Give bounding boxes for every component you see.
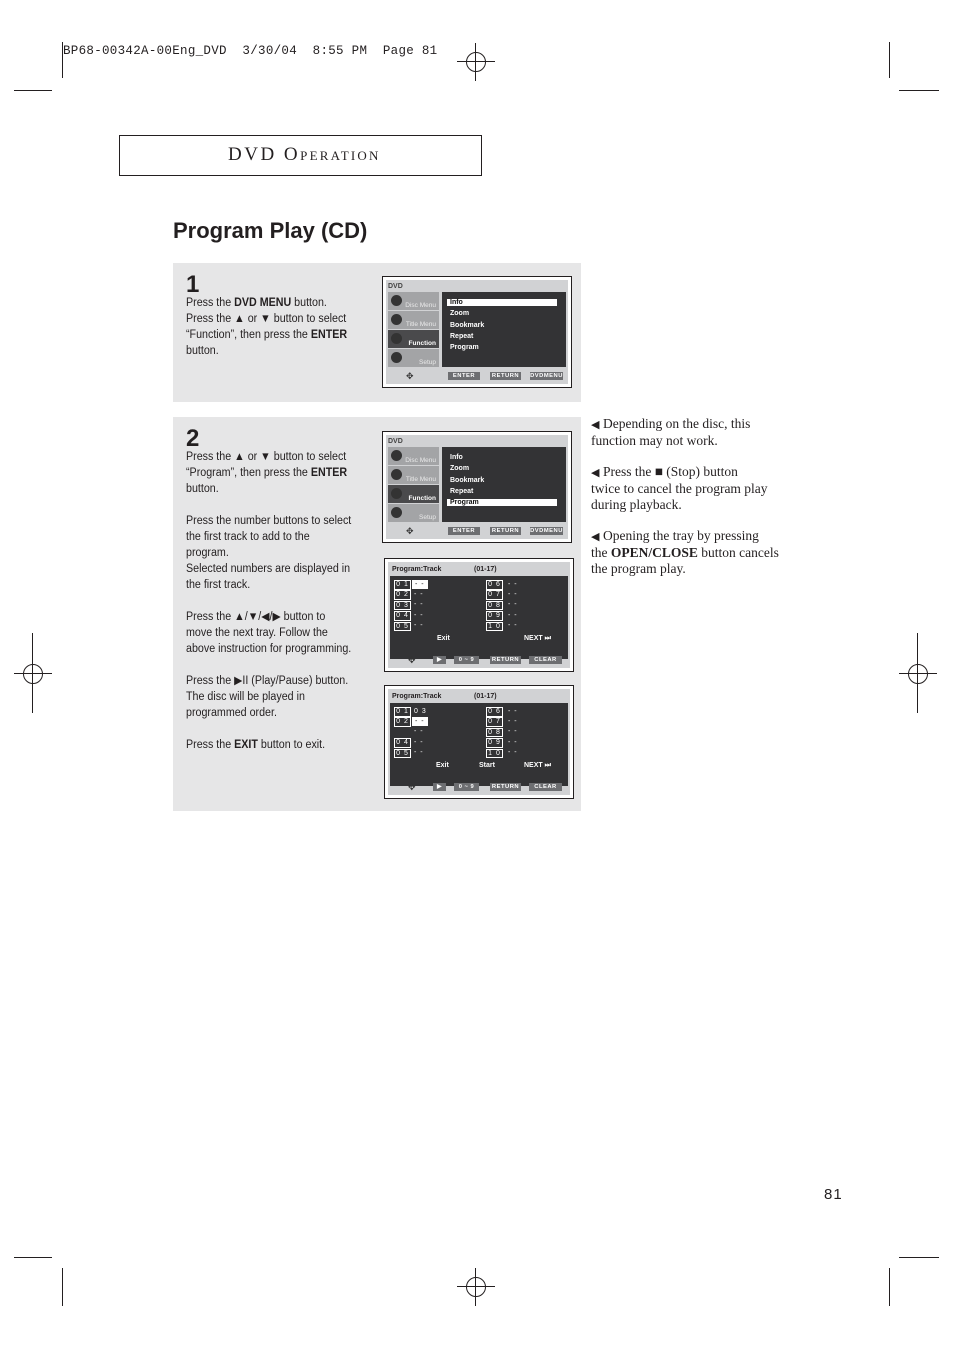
step-line [186,593,351,609]
step-text-part: button. [291,297,327,309]
step-line [186,545,351,561]
step-text-part: programmed order. [186,707,277,719]
program-range: (01-17) [474,566,497,573]
program-range: (01-17) [474,693,497,700]
track-slot-value: - - [508,601,518,609]
osd-dvd-label: DVD [388,283,403,290]
registration-mark-icon [14,655,52,693]
step-text-part: button. [186,345,219,357]
osd-side-label: Function [408,339,436,347]
program-header: Program:Track [392,693,442,700]
track-slot-number: 1 0 [486,622,503,632]
osd-function-item: Bookmark [450,476,485,484]
osd-function-list [442,447,566,522]
note-item [591,528,796,577]
track-slot-value: - - [508,749,518,757]
step-2-text [186,449,351,753]
step-line [186,673,351,689]
step-text-part: “Function”, then press the [186,329,311,341]
disc-icon [391,295,402,306]
osd-side-label: Setup [419,513,436,521]
osd-footer [390,655,568,666]
osd-side-menu [388,292,439,368]
play-key-icon: ▶ [433,656,446,664]
step-text-part: “Program”, then press the [186,467,311,479]
note-line [591,528,796,545]
program-track-area [390,576,568,659]
nav-pad-icon: ✥ [408,655,416,665]
triangle-bullet-icon: ◀ [591,466,603,479]
osd-side-item [388,504,439,522]
step-text-part: Press the ▶II (Play/Pause) button. [186,675,349,687]
step-line [186,513,351,529]
step-key-name: EXIT [234,739,258,751]
osd-function-item: Repeat [450,487,474,495]
step-line [186,689,351,705]
step-text-part: Selected numbers are displayed in [186,563,351,575]
step-line [186,529,351,545]
track-slot-value: - - [414,590,424,598]
osd-function-item: Info [447,299,557,306]
program-track-area [390,703,568,786]
osd-key-enter: ENTER [448,372,480,380]
exit-button: Exit [437,635,450,642]
track-slot-value: - - [508,590,518,598]
note-line [591,497,796,513]
step-line [186,609,351,625]
step-line [186,465,351,481]
step-line [186,343,347,359]
step-line [186,295,347,311]
note-text: Opening the tray by pressing [602,528,759,543]
osd-function-item: Info [450,454,463,461]
track-slot-value: - - [508,580,518,588]
osd-function-item: Zoom [450,310,470,318]
osd-key: 0 ~ 9 [454,783,479,791]
osd-side-label: Title Menu [405,475,436,483]
osd-program-screen [384,558,574,672]
track-slot-number: 0 2 [394,717,411,727]
osd-key-enter: ENTER [448,527,480,535]
track-slot-value: - - [414,738,424,746]
play-key-icon: ▶ [433,783,446,791]
step-line [186,577,351,593]
osd-function-menu [382,431,572,543]
note-line [591,545,796,561]
nav-pad-icon: ✥ [406,526,414,536]
track-slot-number: 0 7 [486,590,503,600]
osd-key-return: RETURN [491,528,520,534]
next-button: NEXT ⏭ [524,635,551,642]
note-text: twice to cancel the program play [591,481,768,496]
track-slot-number: 0 3 [394,601,411,611]
osd-side-item [388,311,439,329]
osd-function-item: Repeat [450,332,474,340]
step-key-name: ENTER [310,467,348,479]
track-slot-value: - - [414,749,424,757]
nav-pad-icon: ✥ [408,782,416,792]
note-item [591,464,796,513]
step-text-part: Press the ▲/▼/◀/▶ button to [186,611,326,623]
osd-footer [388,371,566,382]
track-slot-number: 1 0 [486,749,503,759]
triangle-bullet-icon: ◀ [591,418,603,431]
crop-mark [899,90,939,91]
osd-side-item [388,292,439,310]
page-title: Program Play (CD) [173,218,368,243]
osd-screen [386,280,568,384]
osd-side-label: Function [408,494,436,502]
step-line [186,657,351,673]
crop-mark [14,1257,52,1258]
track-slot-number: 0 1 [394,580,411,590]
registration-mark-icon [899,655,937,693]
registration-mark-icon [457,1268,495,1306]
note-line [591,416,796,433]
track-slot-number: 0 9 [486,611,503,621]
step-text-part: The disc will be played in [186,691,305,703]
step-line [186,737,351,753]
osd-side-item [388,485,439,503]
step-line [186,625,351,641]
registration-mark-icon [457,43,495,81]
osd-side-label: Disc Menu [405,301,436,309]
crop-mark [14,90,52,91]
step-line [186,481,351,497]
disc-icon [391,507,402,518]
step-1-number: 1 [186,271,200,298]
step-text-part: the first track to add to the [186,531,310,543]
osd-side-item [388,349,439,367]
osd-side-label: Setup [419,358,436,366]
note-line [591,433,796,449]
track-slot-value: - - [508,707,518,715]
osd-key: RETURN [491,784,520,790]
osd-function-item: Bookmark [450,321,485,329]
osd-footer [388,526,566,537]
step-text-part: Press the ▲ or ▼ button to select [186,313,347,325]
disc-icon [391,469,402,480]
osd-program-screen [384,685,574,799]
step-1-text [186,295,347,359]
step-text-part: button. [186,483,219,495]
exit-button: Exit [436,762,449,769]
section-title: DVD OPERATION [228,144,381,165]
track-slot-number: 0 6 [486,707,503,717]
track-slot-value: - - [508,738,518,746]
osd-function-item: Program [447,499,557,506]
step-text-part: Press the [186,739,235,751]
step-key-name: DVD MENU [234,297,292,309]
note-text: during playback. [591,497,682,512]
disc-icon [391,450,402,461]
note-line [591,561,796,577]
track-slot-number: 0 5 [394,622,411,632]
step-text-part: Press the ▲ or ▼ button to select [186,451,347,463]
osd-key: CLEAR [529,783,562,791]
step-text-part: the first track. [186,579,251,591]
track-slot-number: 0 6 [486,580,503,590]
osd-dvd-label: DVD [388,438,403,445]
disc-icon [391,314,402,325]
triangle-bullet-icon: ◀ [591,530,603,543]
osd-key: 0 ~ 9 [454,656,479,664]
step-key-name: ENTER [310,329,348,341]
track-slot-value: - - [412,580,428,589]
osd-screen [388,689,570,795]
track-slot-value: - - [412,717,428,726]
track-slot-value: - - [508,611,518,619]
nav-pad-icon: ✥ [406,371,414,381]
osd-function-menu [382,276,572,388]
track-slot-number: 0 4 [394,738,411,748]
step-line [186,561,351,577]
step-text-part: move the next tray. Follow the [186,627,328,639]
osd-function-item: Zoom [450,465,470,473]
note-text: Press the ■ (Stop) button [602,464,738,479]
track-slot-number: 0 5 [394,749,411,759]
crop-mark [62,1268,63,1306]
osd-side-item [388,466,439,484]
osd-function-item: Program [450,344,479,352]
step-line [186,449,351,465]
track-slot-value: - - [508,622,518,630]
step-text-part: program. [186,547,229,559]
track-slot-number: 0 1 [394,707,411,717]
osd-key: RETURN [491,657,520,663]
step-line [186,641,351,657]
step-text-part: above instruction for programming. [186,643,352,655]
page-number: 81 [824,1186,843,1203]
osd-side-menu [388,447,439,523]
next-button: NEXT ⏭ [524,762,551,769]
osd-key-dvdmenu: DVDMENU [530,373,563,379]
osd-side-item [388,447,439,465]
step-2-number: 2 [186,425,200,452]
track-slot-value: - - [414,611,424,619]
start-button: Start [479,762,495,769]
step-line [186,721,351,737]
disc-icon [391,352,402,363]
note-text: the program play. [591,561,686,576]
step-text-part: Press the [186,297,235,309]
track-slot-number: 0 8 [486,601,503,611]
note-text: Depending on the disc, this [602,416,751,431]
program-header: Program:Track [392,566,442,573]
osd-key: CLEAR [529,656,562,664]
step-line [186,311,347,327]
track-slot-number: 0 2 [394,590,411,600]
note-text: the [591,545,611,560]
disc-icon [391,488,402,499]
track-slot-number: 0 7 [486,717,503,727]
print-slug: BP68-00342A-00Eng_DVD 3/30/04 8:55 PM Page 81 [63,44,438,58]
osd-key-dvdmenu: DVDMENU [530,528,563,534]
osd-side-label: Title Menu [405,320,436,328]
crop-mark [889,42,890,78]
osd-side-label: Disc Menu [405,456,436,464]
step-line [186,705,351,721]
note-line [591,481,796,497]
osd-side-item [388,330,439,348]
note-text: button cancels [697,545,779,560]
track-slot-value: - - [508,717,518,725]
step-text-part: Press the number buttons to select [186,515,352,527]
osd-key-return: RETURN [491,373,520,379]
track-slot-value: - - [414,622,424,630]
step-line [186,497,351,513]
track-slot-value: - - [414,728,424,736]
track-slot-number: 0 8 [486,728,503,738]
osd-screen [386,435,568,539]
step-text-part: button to exit. [257,739,326,751]
track-slot-value: - - [414,601,424,609]
track-slot-value: - - [508,728,518,736]
disc-icon [391,333,402,344]
step-line [186,327,347,343]
track-slot-number: 0 4 [394,611,411,621]
track-slot-number: 0 9 [486,738,503,748]
osd-footer [390,782,568,793]
note-text: OPEN/CLOSE [610,545,698,560]
track-slot-value: 0 3 [414,707,427,715]
note-line [591,464,796,481]
note-text: function may not work. [591,433,718,448]
crop-mark [889,1268,890,1306]
crop-mark [899,1257,939,1258]
osd-function-list [442,292,566,367]
note-item [591,416,796,449]
osd-screen [388,562,570,668]
